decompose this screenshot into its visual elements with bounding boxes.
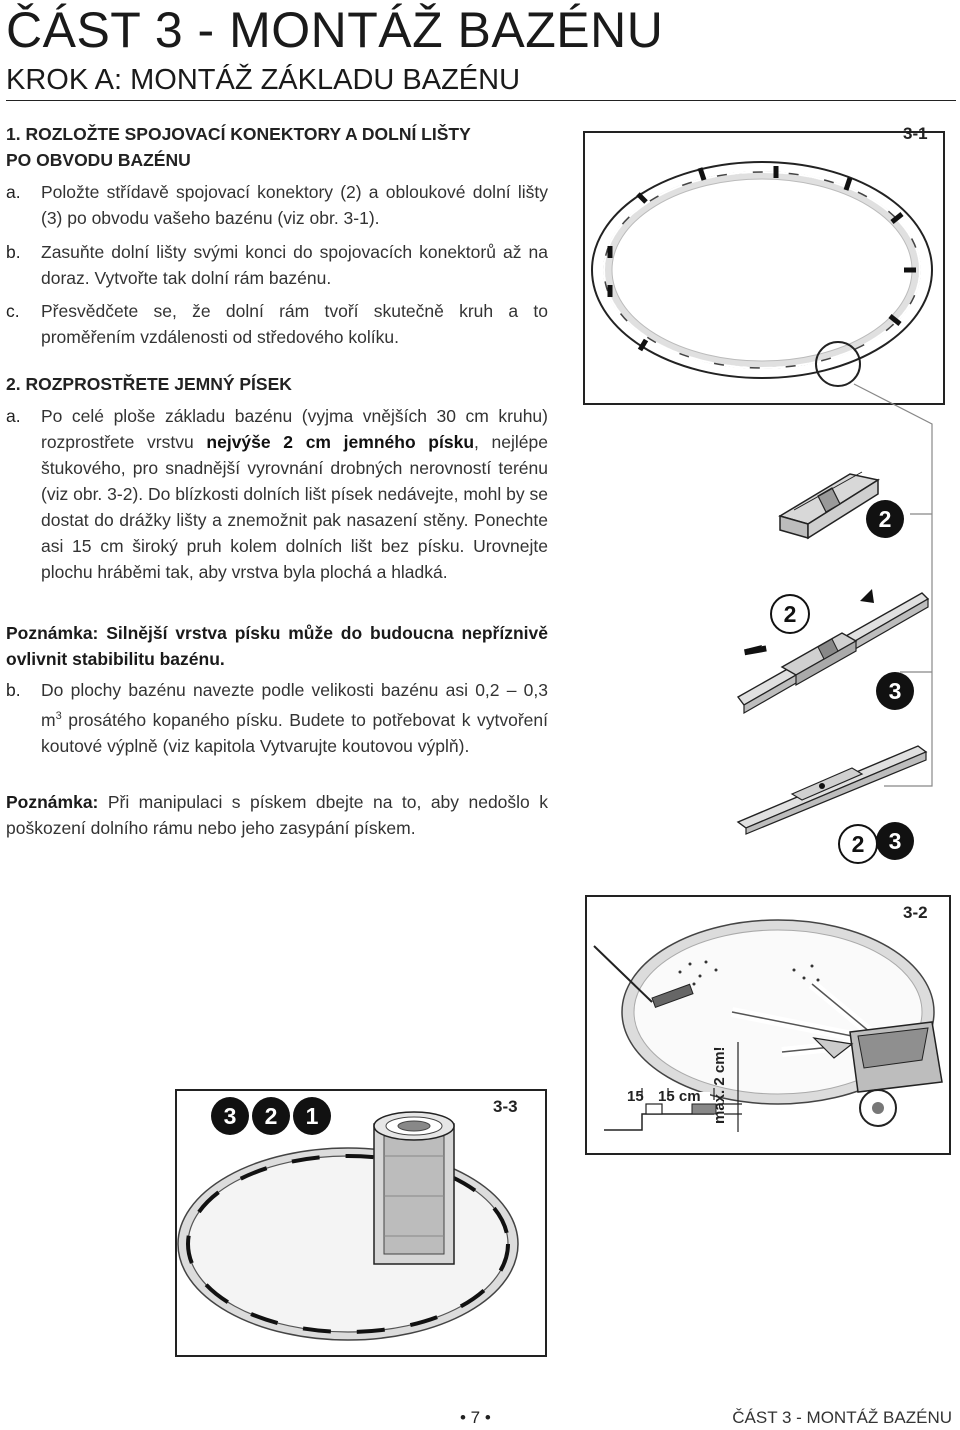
item-text: Zasuňte dolní lišty svými konci do spojovacích konektorů až na doraz. Vytvořte tak dolní rám bazénu. — [41, 242, 548, 288]
item-label: b. — [6, 242, 21, 262]
figure-3-1-label: 3-1 — [903, 124, 928, 143]
callout-connector-badge: 2 — [866, 500, 904, 538]
section-1-heading-line2: PO OBVODU BAZÉNU — [6, 150, 191, 170]
item-text: Do plochy bazénu navezte podle velikosti bazénu asi 0,2 – 0,3 $m^3$ prosátého kopaného písku. Budete to potřebovat k vytvoření koutové výplně (viz kapitola Vytvarujte koutovou výplň). — [41, 680, 548, 756]
callout-center-stake-badge: 1 — [293, 1097, 331, 1135]
title-underline — [6, 100, 956, 101]
section-2-heading: 2. ROZPROSTŘETE JEMNÝ PÍSEK — [6, 374, 292, 394]
figure-3-1-pool-ring — [580, 128, 950, 408]
item-text: Přesvědčete se, že dolní rám tvoří skutečně kruh a to proměřením vzdálenosti od středového kolíku. — [41, 301, 548, 347]
callout-connector-badge-outline: 2 — [770, 594, 810, 634]
item-label: a. — [6, 406, 21, 426]
section-1-item-c — [6, 298, 548, 350]
item-text: Po celé ploše základu bazénu (vyjma vnějších 30 cm kruhu) rozprostřete vrstvu nejvýše 2 cm jemného písku, nejlépe štukového, pro snadnější vyrovnání drobných nerovností terénu (viz obr. 3-2). Do blízkosti dolních lišt písek nedávejte, mohl by se dostat do drážky lišty a znemožnit pak nasazení stěny. Ponechte asi 15 cm široký pruh kolem dolních lišt bez písku. Urovnejte plochu hráběmi tak, aby vrstva byla plochá a hladká. — [41, 406, 548, 582]
callout-connector-badge-fig3: 2 — [252, 1097, 290, 1135]
item-label: c. — [6, 301, 20, 321]
callout-rail-badge-fig3: 3 — [211, 1097, 249, 1135]
page-title: ČÁST 3 - MONTÁŽ BAZÉNU — [6, 2, 664, 58]
dimension-15: 15 — [627, 1088, 644, 1105]
section-1-item-a — [6, 179, 548, 231]
dimension-max-2cm: max. 2 cm! — [711, 1046, 728, 1124]
figure-3-2-label: 3-2 — [903, 903, 928, 922]
item-label: b. — [6, 680, 21, 700]
step-title: KROK A: MONTÁŽ ZÁKLADU BAZÉNU — [6, 64, 521, 96]
note-thick-sand: Poznámka: Silnější vrstva písku může do budoucna nepříznivě ovlivnit stabibilitu bazénu. — [6, 623, 548, 669]
section-2-item-a — [6, 403, 548, 585]
joined-rail-illustration — [732, 742, 932, 832]
dimension-15-cm: 15 cm — [658, 1088, 701, 1105]
callout-connector-badge-joined: 2 — [838, 824, 878, 864]
section-1-item-b — [6, 239, 548, 291]
figure-3-2-sand-spreading — [582, 892, 954, 1162]
page-number: • 7 • — [460, 1408, 491, 1427]
footer-section-title: ČÁST 3 - MONTÁŽ BAZÉNU — [732, 1408, 952, 1427]
note-sand-handling: Poznámka: Při manipulaci s pískem dbejte na to, aby nedošlo k poškození dolního rámu nebo jeho zasypání pískem. — [6, 792, 548, 838]
item-label: a. — [6, 182, 21, 202]
callout-rail-badge: 3 — [876, 672, 914, 710]
item-text: Položte střídavě spojovací konektory (2) a obloukové dolní lišty (3) po obvodu vašeho bazénu (viz obr. 3-1). — [41, 182, 548, 228]
section-1-heading-line1: 1. ROZLOŽTE SPOJOVACÍ KONEKTORY A DOLNÍ LIŠTY — [6, 124, 471, 144]
figure-3-3-label: 3-3 — [493, 1097, 518, 1116]
callout-rail-badge-joined: 3 — [876, 822, 914, 860]
section-2-item-b — [6, 677, 548, 759]
emphasis-sand-depth: nejvýše 2 cm jemného písku — [206, 432, 475, 452]
